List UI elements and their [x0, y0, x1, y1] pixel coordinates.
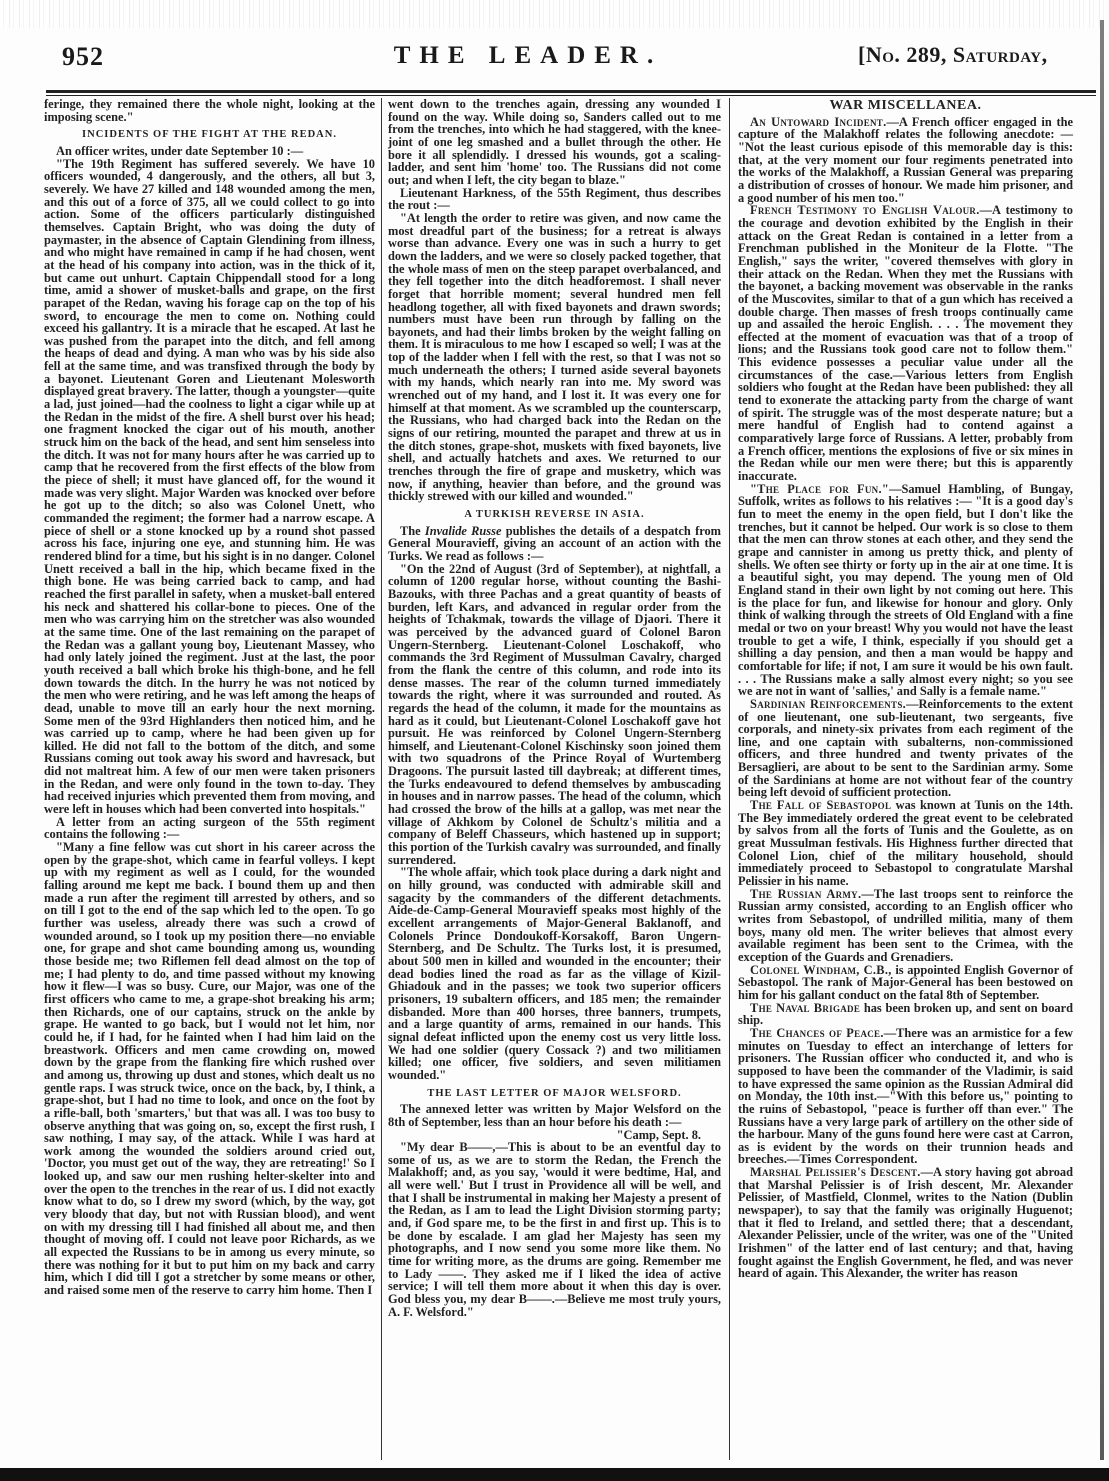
- misc-item: [738, 799, 1073, 888]
- item-text: —Reinforcements to the extent of one lieutenant, one sub-lieutenant, two sergeants, five corporals, and ninety-six privates from each regiment of the line, and one captain with subalterns, non-commissioned officers, and three hundred and twenty privates of the Bersaglieri, are about to be sent to the Sardinian army. Some of the Sardinians at home are not without fear of the country being left devoid of sufficient protection.: [738, 696, 1073, 800]
- item-text: —A story having got abroad that Marshal Pelissier is of Irish descent, Mr. Alexander Pelissier, of Mastfield, Clonmel, writes to the Nation (Dublin newspaper), to say that the family was originally Huguenot; that it fled to Ireland, and settled there; that a descendant, Alexander Pelissier, uncle of the writer, was one of the "United Irishmen" of the latter end of last century; and that, having fought against the English Government, he fled, and was never heard of again. This Alexander, the writer has reason: [738, 1165, 1074, 1281]
- item-lead: Sardinian Reinforcements.: [750, 696, 907, 711]
- page-edge: [1100, 20, 1104, 1460]
- item-lead: An Untoward Incident.: [750, 114, 887, 129]
- letter-dateline: "Camp, Sept. 8.: [616, 1127, 701, 1142]
- column-middle: [388, 98, 721, 1318]
- header-rule-thick: [46, 90, 1096, 93]
- misc-item: [738, 1027, 1073, 1166]
- item-lead: French Testimony to English Valour.: [750, 203, 980, 218]
- newspaper-title: THE LEADER.: [393, 42, 663, 69]
- misc-item: [738, 483, 1073, 698]
- article-paragraph: went down to the trenches again, dressing any wounded I found on the way. While doing so, Sanders called out to me from the trenches, into which he had staggered, with the knee-joint of one leg smashed and a bullet through the other. He bore it all splendidly. I dressed his wounds, got a scaling-ladder, and sent him 'home' too. The Russians did not come out; and when I left, the city began to blaze.": [388, 97, 721, 187]
- column-divider: [729, 98, 730, 1460]
- article-paragraph: Lieutenant Harkness, of the 55th Regiment, thus describes the rout :—: [388, 185, 721, 213]
- text-run: The: [400, 523, 425, 538]
- item-text: —A French officer engaged in the capture of the Malakhoff relates the following anecdote: — "Not the least curious episode of this memorable day is this: that, at the very moment our four regiments penetrated into the works of the Malakhoff, a Russian General was preparing a distribution of crosses of honour. We made him prisoner, and a good number of his men too.": [738, 114, 1073, 205]
- item-text: was known at Tunis on the 14th. The Bey immediately ordered the great event to be celebrated by salvos from all the forts of Tunis and the Goulette, as on great Mussulman festivals. His Highness further directed that Colonel Lion, chief of the military household, should immediately proceed to Sebastopol to congratulate Marshal Pelissier in his name.: [738, 798, 1073, 889]
- page-number: 952: [62, 42, 104, 71]
- article-paragraph: "At length the order to retire was given, and now came the most dreadful part of the business; for a retreat is always worse than advance. Every one was in such a hurry to get down the ladders, and we were so closely packed together, that the whole mass of men on the steep parapet overbalanced, and they fell together into the ditch headforemost. I shall never forget that horrible moment; several hundred men fell headlong together, all with fixed bayonets and drawn swords; numbers must have been run through by falling on the bayonets, and had their limbs broken by the weight falling on them. It is miraculous to me how I escaped so well; I was at the top of the ladder when I fell with the rest, so that I was not so much underneath the others; I turned aside several bayonets with my hands, which nearly ran into me. My sword was wrenched out of my hand, and I lost it. It was every one for himself at that moment. As we scrambled up the counterscarp, the Russians, who had charged back into the Redan on the signs of our retiring, mounted the parapet and threw at us in the ditch stones, grape-shot, muskets with fixed bayonets, live shell, and actually hatchets and axes. We returned to our trenches through the fire of grape and musketry, which was now, if anything, heavier than before, and the ground was thickly strewed with our killed and wounded.": [388, 210, 721, 504]
- section-heading: A TURKISH REVERSE IN ASIA.: [464, 509, 645, 520]
- item-lead: Marshal Pelissier's Descent.: [750, 1165, 921, 1180]
- misc-item: [738, 964, 1073, 1002]
- scan-noise-top: [0, 0, 1109, 28]
- item-lead: The Chances of Peace.: [750, 1025, 884, 1040]
- article-paragraph: An officer writes, under date September 10 :—: [56, 143, 304, 158]
- article-continuation: feringe, they remained there the whole night, looking at the imposing scene.": [44, 97, 375, 124]
- publication-name: Invalide Russe: [424, 523, 502, 538]
- misc-item: [738, 698, 1073, 799]
- item-lead: "The Place for Fun.": [750, 481, 890, 496]
- section-heading: WAR MISCELLANEA.: [829, 98, 982, 113]
- article-paragraph: "On the 22nd of August (3rd of September), at nightfall, a column of 1200 regular horse, without counting the Bashi-Bazouks, with three Pachas and a great quantity of beasts of burden, left Kars, and advanced in regular order from the heights of Tchakmak, towards the village of Djaori. There it was perceived by the advanced guard of Colonel Baron Ungern-Sternberg. Lieutenant-Colonel Loschakoff, who commands the 3rd Regiment of Mussulman Cavalry, charged from the flank the centre of this column, and rode into its dense masses. The rear of the column turned immediately towards the right, where it was surrounded and routed. As regards the head of the column, it made for the mountains as hard as it could, but Lieutenant-Colonel Loschakoff gave hot pursuit. He was reinforced by Colonel Ungern-Sternberg himself, and Lieutenant-Colonel Kischinsky soon joined them with two squadrons of the Prince Royal of Wurtemberg Dragoons. The pursuit lasted till daybreak; at different times, the Turks endeavoured to defend themselves by ambuscading in houses and in narrow passes. The head of the column, which had crossed the brow of the hills at a gallop, was met near the village of Akhkom by Colonel de Schultz's militia and a company of Beleff Chasseurs, which hastened up in support; this portion of the Turkish cavalry was surrounded, and finally surrendered.: [388, 561, 721, 867]
- section-heading: THE LAST LETTER OF MAJOR WELSFORD.: [427, 1087, 682, 1099]
- article-paragraph: "The 19th Regiment has suffered severely. We have 10 officers wounded, 4 dangerously, and the others, all but 3, severely. We have 27 killed and 148 wounded among the men, and this out of a force of 375, all we could collect to go into action. Some of the officers particularly distinguished themselves. Captain Bright, who was doing the duty of paymaster, in the absence of Captain Glendining from illness, and who might have remained in camp if he had chosen, went at the head of his company into action, was in the thick of it, but came out unhurt. Captain Chippendall stood for a long time, amid a shower of musket-balls and grape, on the first parapet of the Redan, waving his forage cap on the top of his sword, to encourage the men to come on. Nothing could exceed his gallantry. It is a miracle that he escaped. At last he was pushed from the parapet into the ditch, and fell among the heaps of dead and dying. A man who was by his side also fell at the same time, and was transfixed through the body by a bayonet. Lieutenant Goren and Lieutenant Molesworth displayed great bravery. The latter, though a youngster—quite a lad, just joined—had the coolness to light a cigar while up at the Redan in the midst of the fire. A shell burst over his head; one fragment knocked the cigar out of his mouth, another struck him on the back of the head, and sent him senseless into the ditch. It was not for many hours after he was carried up to camp that he recovered from the first effects of the blow from the piece of shell; it must have glanced off, for the wound it made was very slight. Major Warden was knocked over before he got up to the ditch; so also was Colonel Unett, who commanded the regiment; the former had a narrow escape. A piece of shell or a stone knocked up by a round shot passed across his face, injuring one eye, and stunning him. He was rendered blind for a time, but his sight is in no danger. Colonel Unett received a ball in the hip, which became fixed in the thigh bone. He was being carried back to camp, and had reached the first parallel in safety, when a musket-ball entered his neck and shattered his collar-bone to pieces. One of the men who was carrying him on the stretcher was also wounded at the same time. One of the last remaining on the parapet of the Redan was a gallant young boy, Lieutenant Massey, who had only lately joined the regiment. Just at the last, the poor youth received a ball which broke his thigh-bone, and he fell down towards the ditch. In the hurry he was not noticed by the men who were retiring, and he was left among the heaps of dead, unable to move till an early hour the next morning. Some men of the 93rd Highlanders then noticed him, and he was carried up to camp, where he had been given up for killed. He did not fall to the bottom of the ditch, and some Russians coming out took away his sword and havresack, but did not maltreat him. A few of our men were taken prisoners in the Redan, and were only found in the town to-day. They had received injuries which prevented them from moving, and were left in houses which had been converted into hospitals.": [44, 156, 375, 817]
- item-text: —There was an armistice for a few minutes on Tuesday to effect an interchange of letters for prisoners. The Russian officer who conducted it, and who is supposed to have been the commander of the Vladimir, is said to have expressed the same opinion as the Russian Admiral did on Monday, the 10th inst.—"With this before us," pointing to the ruins of Sebastopol, "peace is further off than ever." The Russians have a very large park of artillery on the other side of the harbour. Many of the guns found here were cast at Carron, as is evident by the words on their trunnion heads and breeches.—Times Correspondent.: [738, 1025, 1073, 1167]
- section-heading: INCIDENTS OF THE FIGHT AT THE REDAN.: [82, 129, 337, 141]
- misc-item: [738, 888, 1073, 964]
- misc-item: [738, 1002, 1073, 1027]
- letter-body: "My dear B——,—This is about to be an eventful day to some of us, as we are to storm the Redan, the French the Malakhoff; and, as you say, 'would it were bedtime, Hal, and all were well.' But I trust in Providence all will be well, and that I shall be instrumental in making her Majesty a present of the Redan, as I am to lead the Light Division storming party; and, if God spare me, to be the first in and first up. This is to be done by escalade. I am glad her Majesty has seen my photographs, and I now send you some more like them. No time for writing more, as the drums are going. Remember me to Lady ——. They asked me if I liked the idea of active service; I will tell them more about it when this day is over. God bless you, my dear B——.—Believe me most truly yours, A. F. Welsford.": [388, 1140, 721, 1319]
- issue-number: [No. 289, Saturday,: [858, 42, 1048, 67]
- item-text: has been broken up, and sent on board ship.: [738, 1000, 1073, 1028]
- scan-border-bottom: [0, 1468, 1109, 1481]
- header-rule-thin: [46, 95, 1096, 96]
- item-lead: Colonel Windham, C.B.,: [750, 962, 892, 977]
- misc-item: [738, 204, 1073, 482]
- article-paragraph: "Many a fine fellow was cut short in his career across the open by the grape-shot, which came in fearful volleys. I kept up with my regiment as well as I could, for the wounded falling around me kept me back. I bound them up and then made a run after the regiment till arrested by others, and so on till I got to the end of the sap which led to the open. To go further was useless, already there was such a crowd of wounded around, so I took up my position there—no enviable one, for grape and shot came bounding among us, wounding those beside me; two Riflemen fell dead almost on the top of me; I had plenty to do, and time passed without my knowing how it flew—I was so busy. Cure, our Major, was one of the first officers who came to me, a grape-shot breaking his arm; then Richards, one of our captains, struck on the ankle by grape. He wanted to go back, but I would not let him, nor could he, if I had, for he fainted when I had him laid on the breastwork. Officers and men came crowding on, mowed down by the grape from the flanking fire which rushed over and among us, throwing up dust and stones, which dealt us no gentle raps. I was struck twice, once on the back, by, I think, a grape-shot, but I had no time to look, and once on the foot by a rifle-ball, both 'smarters,' but that was all. I was too busy to observe anything that was going on, so, except the first rush, I saw nothing, I may say, of the attack. While I was hard at work among the wounded the soldiers around cried out, 'Doctor, you must get out of the way, they are retreating!' So I looked up, and saw our men rushing helter-skelter into and over the open to the trenches in the rear of us. I did not exactly know what to do, so I drew my sword (which, by the way, got very bloody that day, but not with Russian blood), and went on with my dressing till I had finished all about me, and then thought of moving off. I could not leave poor Richards, as we all expected the Russians to be in among us every minute, so there was nothing for it but to put him on my back and carry him, which I did till I got a stretcher by some means or other, and raised some men of the reserve to carry him home. Then I: [44, 840, 375, 1298]
- item-lead: The Fall of Sebastopol: [750, 798, 892, 813]
- column-right: [738, 98, 1073, 1280]
- item-text: is appointed English Governor of Sebastopol. The rank of Major-General has been bestowed on him for his gallant conduct on the fatal 8th of September.: [738, 962, 1073, 1002]
- article-paragraph: The annexed letter was written by Major Welsford on the 8th of September, less than an hour before his death :—: [388, 1102, 721, 1129]
- misc-item: [738, 116, 1073, 205]
- column-left: [44, 98, 375, 1297]
- misc-item: [738, 1166, 1073, 1280]
- item-text: —The last troops sent to reinforce the Russian army consisted, according to an English officer who writes from Sebastopol, of undrilled militia, many of them boys, many old men. The writer believes that almost every available regiment has been sent to the Crimea, with the exception of the Guards and Grenadiers.: [738, 886, 1073, 964]
- item-text: —A testimony to the courage and devotion exhibited by the English in their attack on the Great Redan is contained in a letter from a Frenchman published in the Moniteur de la Flotte. "The English," says the writer, "covered themselves with glory in their attack on the Redan. When they met the Russians with the bayonet, a backing movement was observable in the ranks of the Muscovites, similar to that of a gun which has received a double charge. Then masses of fresh troops continually came up and assailed the heroic English. . . . The movement they effected at the moment of evacuation was that of a troop of lions; and the Russians took good care not to follow them." This evidence possesses a peculiar value under all the circumstances of the case.—Various letters from English soldiers who fought at the Redan have been published: they all tend to exonerate the attacking party from the charge of want of spirit. The struggle was of the most desperate nature; but a mere handful of English had to contend against a comparatively large force of Russians. A letter, probably from a French officer, mentions the explosions of five or six mines in the Redan while our men were there; but this is apparently inaccurate.: [738, 203, 1073, 484]
- column-divider: [381, 98, 382, 1460]
- masthead: [0, 36, 1109, 70]
- item-text: —Samuel Hambling, of Bungay, Suffolk, writes as follows to his relatives :— "It is a good day's fun to meet the enemy in the open field, but I don't like the trenches, but it cannot be helped. Our work is so close to them that the men can throw stones at each other, and they send the grape and cannister in among us pretty thick, and plenty of shells. We often see thirty or forty up in the air at one time. It is a beautiful sight, you may depend. The young men of Old England stand in their own light by not coming out here. This is the place for fun, and likewise for honour and glory. Only think of walking through the streets of Old England with a fine medal or two on your breast! Why you would not have the least trouble to get a wife, I think, especially if you should get a shilling a day pension, and then a man would be happy and comfortable for life; if not, I am sure it would be his own fault. . . . The Russians make a sally almost every night; so you see we are not in want of 'sallies,' and Sally is a female name.": [738, 481, 1073, 699]
- text-run: publishes the details of a despatch from General Mouravieff, giving an account of an action with the Turks. We read as follows :—: [388, 523, 721, 563]
- article-paragraph: A letter from an acting surgeon of the 55th regiment contains the following :—: [44, 814, 375, 842]
- article-paragraph: "The whole affair, which took place during a dark night and on hilly ground, was conducted with admirable skill and sagacity by the commanders of the different detachments. Aide-de-Camp-General Mouravieff speaks most highly of the excellent arrangements of Major-General Baklanoff, and Colonels Prince Dondoukoff-Korsakoff, Baron Ungern-Sternberg, and De Schultz. The Turks lost, it is presumed, about 500 men in killed and wounded in the encounter; their dead bodies lined the road as far as the village of Kizil-Ghiadouk and in the passes; we took two superior officers prisoners, 19 subaltern officers, and 185 men; the remainder disbanded. More than 400 horses, three banners, trumpets, and a large quantity of arms, remained in our hands. This signal defeat inflicted upon the enemy cost us very little loss. We had one soldier (query Cossack ?) and two militiamen killed; one officer, five soldiers, and seven militiamen wounded.": [388, 865, 721, 1082]
- article-paragraph: [388, 525, 721, 563]
- item-lead: The Naval Brigade: [750, 1000, 861, 1015]
- item-lead: The Russian Army.: [750, 886, 862, 901]
